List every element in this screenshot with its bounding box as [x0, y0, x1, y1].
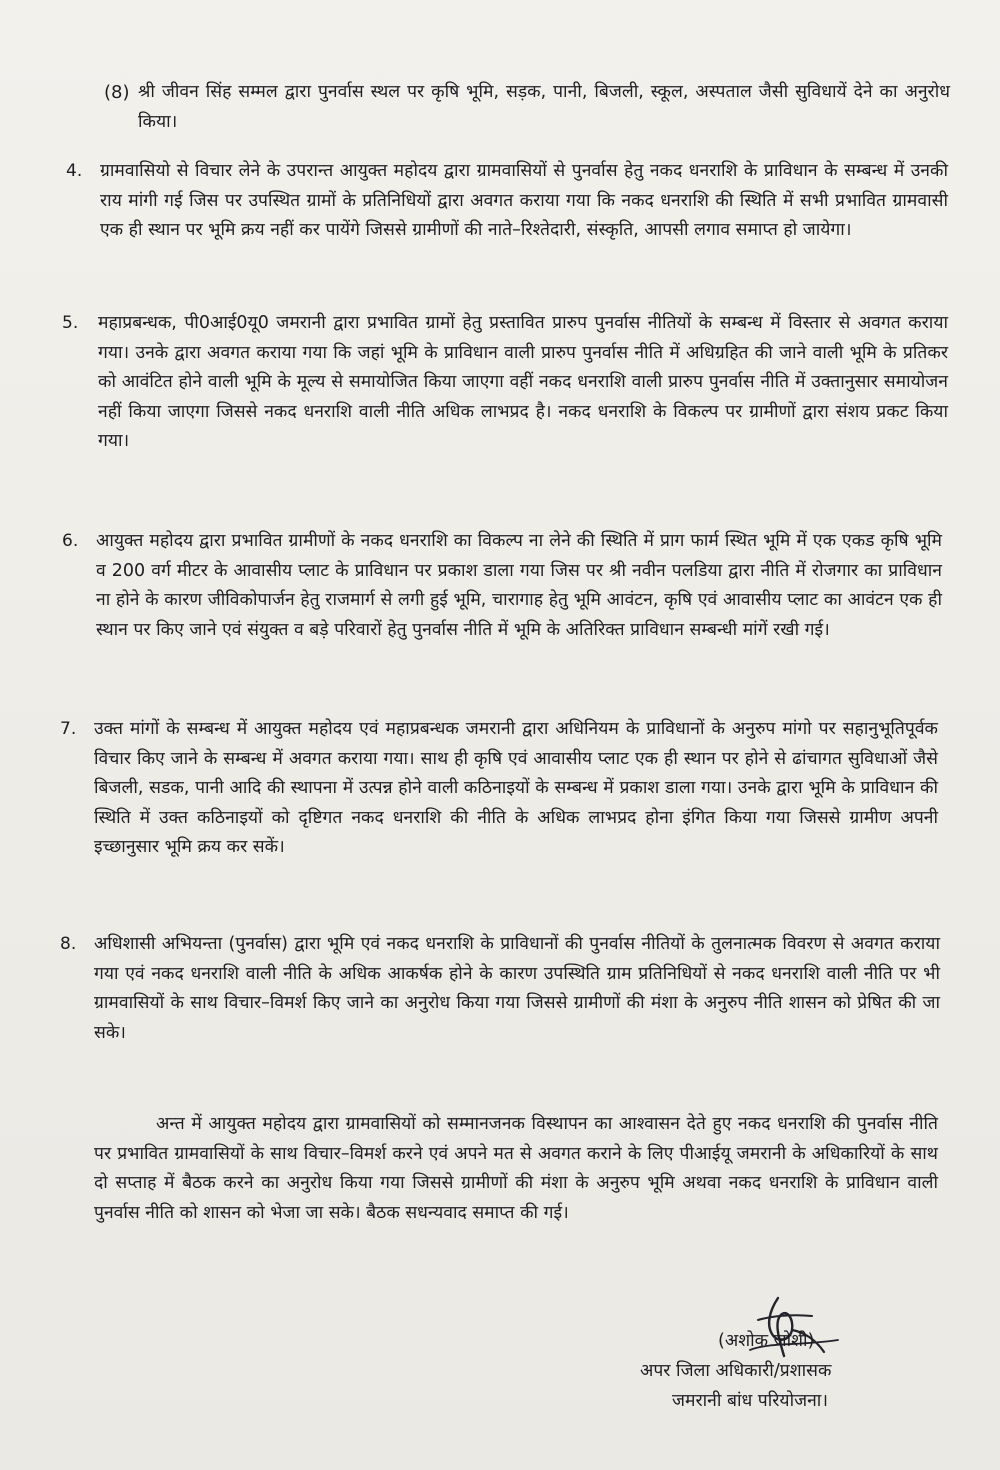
sub-item-number: (8) [104, 82, 130, 103]
item-number-7: 7. [60, 719, 77, 739]
item-number-6: 6. [62, 531, 79, 551]
item-number-8: 8. [60, 934, 77, 954]
item-text-7: उक्त मांगों के सम्बन्ध में आयुक्त महोदय एवं महाप्रबन्धक जमरानी द्वारा अधिनियम के प्राविधानों के अनुरुप मांगो पर सहानुभूतिपूर्वक विचार किए जाने के सम्बन्ध में अवगत कराया गया। साथ ही कृषि एवं आवासीय प्लाट एक ही स्थान पर होने से ढांचागत सुविधाओं जैसे बिजली, सडक, पानी आदि की स्थापना में उत्पन्न होने वाली कठिनाइयों के सम्बन्ध में प्रकाश डाला गया। उनके द्वारा भूमि के प्राविधान की स्थिति में उक्त कठिनाइयों को दृष्टिगत नकद धनराशि की नीति के अधिक लाभप्रद होना इंगित किया गया जिससे ग्रामीण अपनी इच्छानुसार भूमि क्रय कर सकें। [94, 719, 938, 857]
signatory-project: जमरानी बांध परियोजना। [672, 1391, 828, 1411]
signatory-name: (अशोक जोशी) [718, 1331, 815, 1351]
sub-item-text: श्री जीवन सिंह सम्मल द्वारा पुनर्वास स्थल पर कृषि भूमि, सड़क, पानी, बिजली, स्कूल, अस्पताल जैसी सुविधायें देने का अनुरोध किया। [138, 82, 950, 132]
item-number-5: 5. [62, 313, 79, 333]
item-text-8: अधिशासी अभियन्ता (पुनर्वास) द्वारा भूमि एवं नकद धनराशि के प्राविधानों की पुनर्वास नीतियों के तुलनात्मक विवरण से अवगत कराया गया एवं नकद धनराशि वाली नीति के अधिक आकर्षक होने के कारण उपस्थिति ग्राम प्रतिनिधियों से नकद धनराशि वाली नीति पर भी ग्रामवासियों के साथ विचार–विमर्श किए जाने का अनुरोध किया गया जिससे ग्रामीणों की मंशा के अनुरुप नीति शासन को प्रेषित की जा सके। [94, 934, 940, 1043]
item-text-4: ग्रामवासियो से विचार लेने के उपरान्त आयुक्त महोदय द्वारा ग्रामवासियों से पुनर्वास हेतु नकद धनराशि के प्राविधान के सम्बन्ध में उनकी राय मांगी गई जिस पर उपस्थित ग्रामों के प्रतिनिधियों द्वारा अवगत कराया गया कि नकद धनराशि की स्थिति में सभी प्रभावित ग्रामवासी एक ही स्थान पर भूमि क्रय नहीं कर पायेंगे जिससे ग्रामीणों की नाते–रिश्तेदारी, संस्कृति, आपसी लगाव समाप्त हो जायेगा। [100, 161, 948, 240]
item-number-4: 4. [66, 161, 83, 181]
closing-paragraph: अन्त में आयुक्त महोदय द्वारा ग्रामवासियों को सम्मानजनक विस्थापन का आश्वासन देते हुए नकद धनराशि की पुनर्वास नीति पर प्रभावित ग्रामवासियों के साथ विचार–विमर्श करने एवं अपने मत से अवगत कराने के लिए पीआईयू जमरानी के अधिकारियों के साथ दो सप्ताह में बैठक करने का अनुरोध किया गया जिससे ग्रामीणों की मंशा के अनुरुप भूमि अथवा नकद धनराशि के प्राविधान वाली पुनर्वास नीति को शासन को भेजा जा सके। बैठक सधन्यवाद समाप्त की गई। [94, 1114, 938, 1223]
item-text-5: महाप्रबन्धक, पी0आई0यू0 जमरानी द्वारा प्रभावित ग्रामों हेतु प्रस्तावित प्रारुप पुनर्वास नीतियों के सम्बन्ध में विस्तार से अवगत कराया गया। उनके द्वारा अवगत कराया गया कि जहां भूमि के प्राविधान वाली प्रारुप पुनर्वास नीति में अधिग्रहित की जाने वाली भूमि के प्रतिकर को आवंटित होने वाली भूमि के मूल्य से समायोजित किया जाएगा वहीं नकद धनराशि वाली प्रारुप पुनर्वास नीति में उक्तानुसार समायोजन नहीं किया जाएगा जिससे नकद धनराशि वाली नीति अधिक लाभप्रद है। नकद धनराशि के विकल्प पर ग्रामीणों द्वारा संशय प्रकट किया गया। [98, 313, 948, 451]
item-text-6: आयुक्त महोदय द्वारा प्रभावित ग्रामीणों के नकद धनराशि का विकल्प ना लेने की स्थिति में प्राग फार्म स्थित भूमि में एक एकड कृषि भूमि व 200 वर्ग मीटर के आवासीय प्लाट के प्राविधान पर प्रकाश डाला गया जिस पर श्री नवीन पलडिया द्वारा नीति में रोजगार का प्राविधान ना होने के कारण जीविकोपार्जन हेतु राजमार्ग से लगी हुई भूमि, चारागाह हेतु भूमि आवंटन, कृषि एवं आवासीय प्लाट का आवंटन एक ही स्थान पर किए जाने एवं संयुक्त व बड़े परिवारों हेतु पुनर्वास नीति में भूमि के अतिरिक्त प्राविधान सम्बन्धी मांगें रखी गई। [96, 531, 942, 640]
signatory-designation: अपर जिला अधिकारी/प्रशासक [640, 1361, 832, 1381]
signature-block [610, 1290, 910, 1420]
